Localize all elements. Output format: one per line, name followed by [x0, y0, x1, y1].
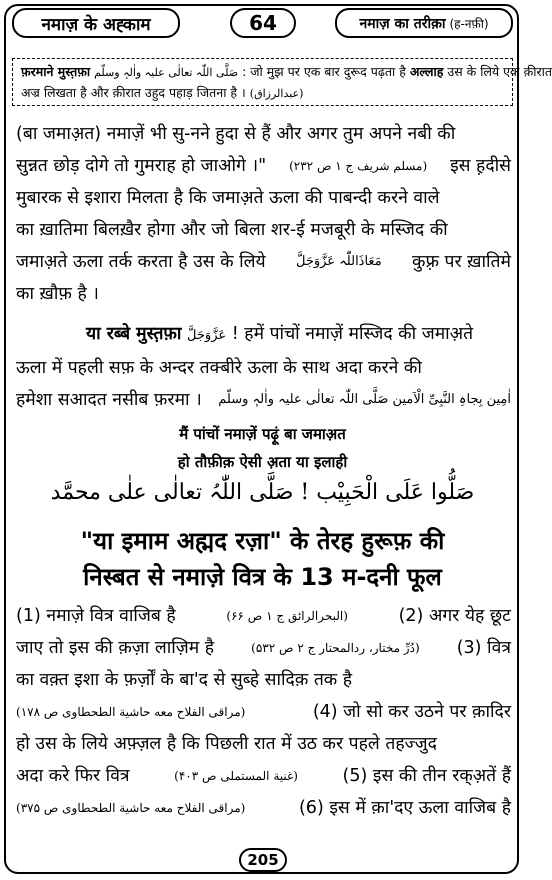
- book-title-box: [12, 8, 180, 38]
- p3-line-1a: (1) नमाज़े वित्र वाजिब है: [16, 606, 176, 626]
- notice-text-1: : जो मुझ पर एक बार दुरूद पढ़ता है: [242, 64, 406, 79]
- p3-line-6a: अदा करे फिर वित्र: [16, 766, 130, 786]
- notice-text-2: उस के लिये एक क़ीरात: [447, 64, 552, 79]
- p1-arabic: مَعَاذَاللّٰہ عَزَّوَجَلَّ: [295, 254, 382, 269]
- p3-line-2a: जाए तो इस की क़ज़ा लाज़िम है: [16, 638, 215, 658]
- p3-line-6: [16, 760, 511, 792]
- section-title-line-1: "या इमाम अह्मद रज़ा" के तेरह हुरूफ़ की: [80, 527, 445, 555]
- couplet-line-1: मैं पांचों नमाज़ें पढ़ूं बा जमाअ़त: [179, 425, 346, 443]
- notice-label: फ़रमाने मुस्त़फ़ा: [21, 64, 91, 79]
- p1-line-3: मुबारक से इशारा मिलता है कि जमाअ़ते ऊला की पाबन्दी करने वाले: [16, 188, 440, 208]
- notice-source: (عبدالرزاق): [249, 87, 304, 100]
- p2-line-3: [16, 384, 511, 416]
- p3-line-6b: (5) इस की तीन रक्अ़तें हैं: [342, 766, 511, 786]
- book-title: नमाज़ के अह्काम: [41, 14, 151, 35]
- paragraph-2: [16, 318, 511, 416]
- header-page-number: 64: [249, 11, 277, 35]
- p3-ref-1: (البحرالرائق ج ۱ ص ۶۶): [226, 609, 348, 623]
- chapter-subtitle: (ह-नफ़ी): [449, 16, 489, 31]
- p1-line-1: (बा जमाअ़त) नमाज़ें भी सु-नने हुदा से हैं और अगर तुम अपने नबी की: [16, 124, 456, 144]
- notice-line-1: [21, 62, 552, 83]
- p3-line-1: [16, 600, 511, 632]
- p1-line-2a: सुन्नत छोड़ दोगे तो गुमराह हो जाओगे ।": [16, 156, 267, 176]
- p1-line-2b: इस ह़दीसे: [450, 156, 511, 176]
- paragraph-3: [16, 600, 511, 824]
- notice-arabic: صَلَّی اللّٰہ تعالٰی علیہ واٰلہٖ وسلّم: [94, 66, 239, 79]
- p2-bold: या रब्बे मुस्त़फ़ा: [86, 324, 182, 344]
- p1-reference: (مسلم شریف ج ۱ ص ۲۳۲): [289, 159, 428, 173]
- p2-line-1: [16, 318, 511, 352]
- p3-ref-6: (غنیة المستملی ص ۴۰۳): [174, 769, 298, 783]
- p2-line-3-text: हमेशा सआदत नसीब फ़रमा ।: [16, 390, 202, 410]
- p3-ref-4: (مراقی الفلاح معه حاشیة الطحطاوی ص ۱۷۸): [16, 705, 246, 719]
- p2-ameen: اٰمِین بِجاہِ النَّبِیِّ الْاَمین صَلَّی اللّٰہ تعالٰی علیہ واٰلہٖ وسلّم: [218, 392, 511, 407]
- p1-line-5: [16, 246, 511, 278]
- section-title-line-2: निस्बत से नमाज़े वित्र के 13 म-दनी फूल: [83, 563, 442, 591]
- paragraph-1: [16, 118, 511, 310]
- chapter-title-box: [335, 8, 513, 38]
- p1-line-6: का ख़ौफ़ है ।: [16, 284, 99, 304]
- p3-line-3: का वक़्त इशा के फ़र्ज़ों के बा'द से सुब्हे सादिक़ तक है: [16, 670, 353, 690]
- p1-line-5b: कुफ़्र पर ख़ातिमे: [412, 252, 511, 272]
- chapter-title: नमाज़ का तरीक़ा: [359, 15, 446, 32]
- p2-line-2: ऊला में पहली सफ़ के अन्दर तक्बीरे ऊला के साथ अदा करने की: [16, 358, 422, 378]
- p2-arabic: عَزَّوَجَلَّ: [187, 328, 227, 343]
- p3-line-2b: (3) वित्र: [456, 638, 511, 658]
- p1-line-4: का ख़ातिमा बिलख़ैर होगा और जो बिला शर-ई मजबूरी के मस्जिद की: [16, 220, 448, 240]
- footer-page-number: 205: [239, 848, 287, 872]
- p1-line-2: [16, 150, 511, 182]
- p3-line-7: [16, 792, 511, 824]
- p3-ref-7: (مراقی الفلاح معه حاشیة الطحطاوی ص ۳۷۵): [16, 801, 246, 815]
- p3-line-1b: (2) अगर येह छूट: [398, 606, 511, 626]
- p3-line-4: [16, 696, 511, 728]
- p3-ref-2: (دُرِّ مختار، ردالمحتار ج ۲ ص ۵۳۲): [251, 641, 420, 655]
- p3-line-4b: (4) जो सो कर उठने पर क़ादिर: [312, 702, 511, 722]
- couplet-line-2: हो तौफ़ीक़ ऐसी अ़ता या इलाही: [177, 453, 348, 471]
- salat-calligraphy: صَلُّوا عَلَی الْحَبِیْب ! صَلَّی اللّٰہُ تعالٰی علٰی محمَّد: [50, 480, 475, 505]
- hadith-notice-box: [12, 58, 552, 106]
- p1-line-5a: जमाअ़ते ऊला तर्क करता है उस के लिये: [16, 252, 266, 272]
- p2-line-1-text: ! हमें पांचों नमाज़ें मस्जिद की जमाअ़ते: [231, 324, 474, 344]
- header-page-number-box: [230, 8, 296, 38]
- p3-line-2: [16, 632, 511, 664]
- p3-line-5: हो उस के लिये अफ़्ज़ल है कि पिछली रात में उठ कर पहले तहज्जुद: [16, 734, 437, 754]
- notice-line-2: [21, 83, 504, 104]
- p3-line-7b: (6) इस में क़ा'दए ऊला वाजिब है: [298, 798, 511, 818]
- notice-text-3: अज्र लिखता है और क़ीरात उहुद पहाड़ जितना है ।: [21, 85, 246, 100]
- notice-allah: अल्लाह: [409, 64, 444, 79]
